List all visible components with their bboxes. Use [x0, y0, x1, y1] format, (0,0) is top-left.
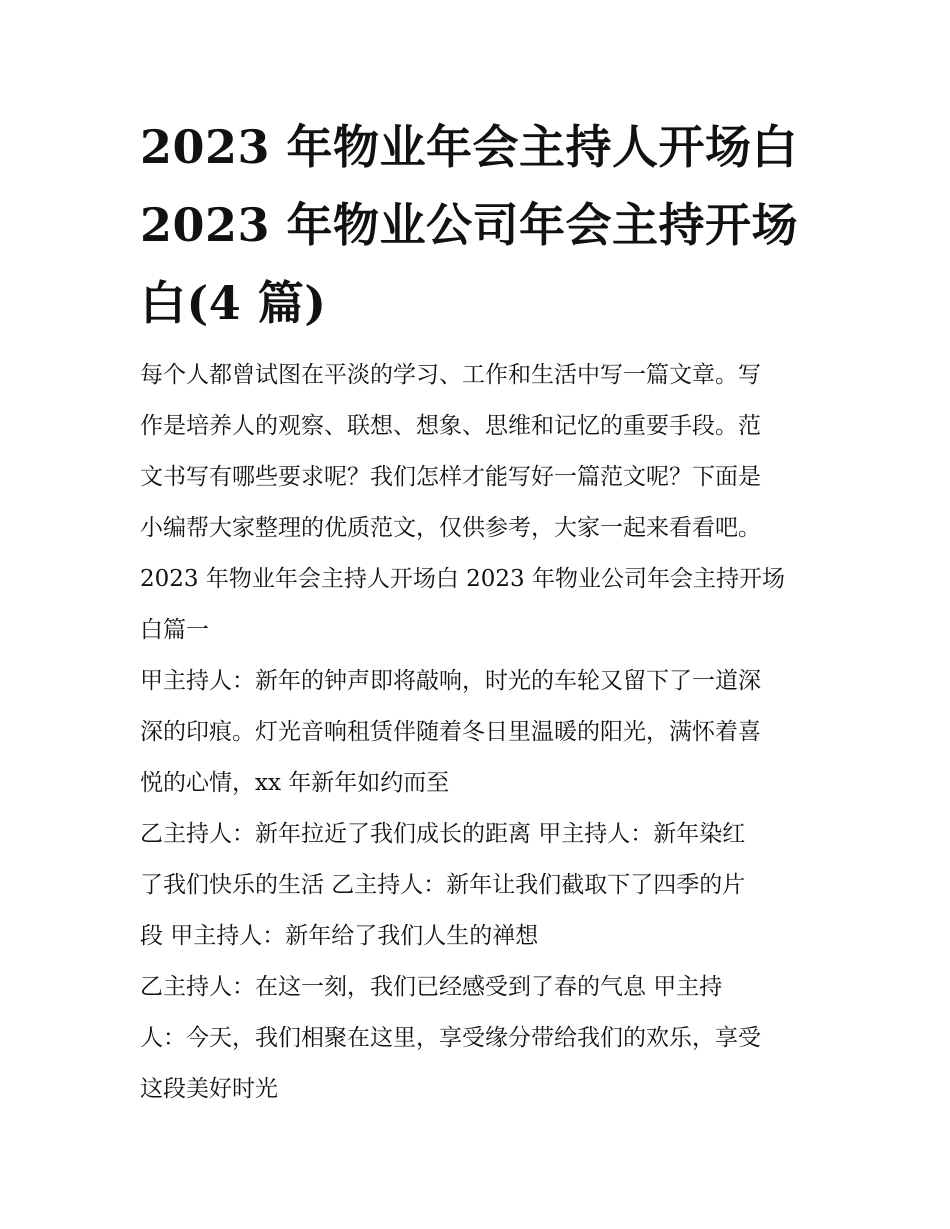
text-line: 悦的心情，xx 年新年如约而至	[140, 770, 450, 796]
text-line: 段 甲主持人：新年给了我们人生的禅想	[140, 923, 539, 949]
text-line: 乙主持人：新年拉近了我们成长的距离 甲主持人：新年染红	[140, 821, 746, 847]
text-line: 文书写有哪些要求呢？我们怎样才能写好一篇范文呢？下面是	[140, 464, 761, 490]
text-line: 甲主持人：新年的钟声即将敲响，时光的车轮又留下了一道深	[140, 668, 761, 694]
dialogue-paragraph	[140, 809, 820, 962]
text-line: 了我们快乐的生活 乙主持人：新年让我们截取下了四季的片	[140, 872, 746, 898]
document-title	[140, 108, 820, 342]
text-line: 这段美好时光	[140, 1076, 278, 1102]
title-line-1: 2023 年物业年会主持人开场白	[140, 120, 799, 174]
intro-paragraph	[140, 350, 820, 554]
document-body	[140, 350, 820, 1115]
text-line: 白篇一	[140, 617, 209, 643]
dialogue-paragraph	[140, 656, 820, 809]
text-line: 小编帮大家整理的优质范文，仅供参考，大家一起来看看吧。	[140, 515, 761, 541]
text-line: 深的印痕。灯光音响租赁伴随着冬日里温暖的阳光，满怀着喜	[140, 719, 761, 745]
text-line: 人：今天，我们相聚在这里，享受缘分带给我们的欢乐，享受	[140, 1025, 761, 1051]
document-page	[140, 108, 820, 1115]
title-line-2: 2023 年物业公司年会主持开场	[140, 198, 799, 252]
dialogue-paragraph	[140, 962, 820, 1115]
text-line: 作是培养人的观察、联想、想象、思维和记忆的重要手段。范	[140, 413, 761, 439]
text-line: 2023 年物业年会主持人开场白 2023 年物业公司年会主持开场	[140, 566, 785, 592]
title-line-3: 白(4 篇)	[140, 276, 327, 330]
section-heading	[140, 554, 820, 656]
text-line: 每个人都曾试图在平淡的学习、工作和生活中写一篇文章。写	[140, 362, 761, 388]
text-line: 乙主持人：在这一刻，我们已经感受到了春的气息 甲主持	[140, 974, 723, 1000]
